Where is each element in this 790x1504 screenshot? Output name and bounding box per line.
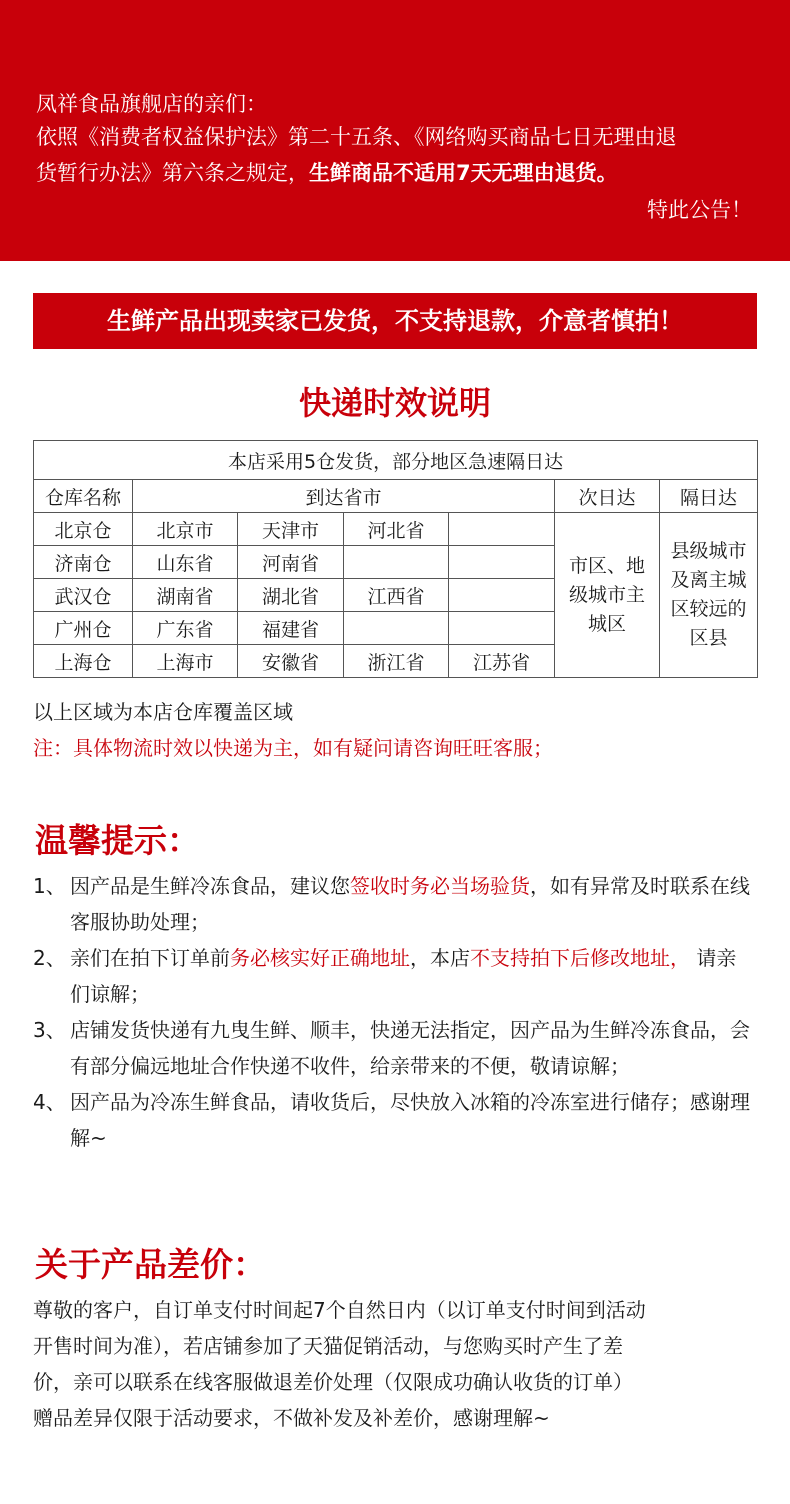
- notice-banner: [0, 0, 790, 261]
- next-day-line: 级城市主: [568, 583, 645, 606]
- warehouse-cell: 北京仓: [34, 513, 133, 546]
- area-cell: 江西省: [344, 579, 449, 612]
- area-cell: 山东省: [133, 546, 238, 579]
- tip-number: 3、: [33, 1018, 66, 1042]
- tip-text: [70, 1084, 753, 1156]
- notice-law-text-cont: [36, 158, 618, 188]
- tip-text-part: 店铺发货快递有九曳生鲜、顺丰，快递无法指定，因产品为生鲜冷冻食品，会有部分偏远地址合作快递不收件，给亲带来的不便，敬请谅解；: [70, 1018, 750, 1078]
- list-item: [33, 1084, 753, 1156]
- header-warehouse: 仓库名称: [34, 480, 133, 513]
- second-day-line: 县级城市: [670, 540, 747, 562]
- area-cell: [344, 546, 449, 579]
- area-cell: 浙江省: [344, 645, 449, 678]
- second-day-line: 区较远的: [670, 598, 747, 620]
- price-diff-line: 尊敬的客户，自订单支付时间起7个自然日内（以订单支付时间到活动: [33, 1298, 646, 1322]
- area-cell: 上海市: [133, 645, 238, 678]
- price-diff-line: 价，亲可以联系在线客服做退差价处理（仅限成功确认收货的订单）: [33, 1370, 633, 1394]
- list-item: [33, 940, 753, 1012]
- no-refund-warning-bar: 生鲜产品出现卖家已发货，不支持退款，介意者慎拍！: [33, 293, 757, 349]
- price-diff-body: [33, 1292, 758, 1436]
- tip-highlight: 不支持拍下后修改地址，: [470, 946, 690, 970]
- tip-text: [70, 940, 753, 1012]
- warehouse-cell: 广州仓: [34, 612, 133, 645]
- tips-list: [33, 868, 753, 1156]
- tip-highlight: 务必核实好正确地址: [230, 946, 410, 970]
- shipping-table: [33, 440, 758, 678]
- list-item: [33, 1012, 753, 1084]
- area-cell: 北京市: [133, 513, 238, 546]
- logistics-note: 注：具体物流时效以快递为主，如有疑问请咨询旺旺客服；: [33, 736, 553, 760]
- tip-highlight: 签收时务必当场验货: [350, 874, 530, 898]
- coverage-note: 以上区域为本店仓库覆盖区域: [33, 700, 293, 724]
- tips-heading: 温馨提示：: [35, 821, 200, 860]
- area-cell: [344, 612, 449, 645]
- notice-no-return-policy: 生鲜商品不适用7天无理由退货。: [309, 161, 618, 185]
- notice-signoff: 特此公告！: [647, 198, 752, 222]
- area-cell: 天津市: [238, 513, 344, 546]
- notice-greeting: 凤祥食品旗舰店的亲们：: [36, 92, 267, 116]
- area-cell: [449, 513, 555, 546]
- header-next-day: 次日达: [555, 480, 660, 513]
- tip-text-part: 请亲们谅解；: [70, 946, 737, 1006]
- area-cell: 湖北省: [238, 579, 344, 612]
- area-cell: [449, 546, 555, 579]
- tip-text-part: 因产品为冷冻生鲜食品，请收货后，尽快放入冰箱的冷冻室进行储存；感谢理解~: [70, 1090, 750, 1150]
- area-cell: 安徽省: [238, 645, 344, 678]
- second-day-areas: [660, 513, 758, 678]
- table-caption-row: [34, 441, 758, 480]
- table-caption: 本店采用5仓发货，部分地区急速隔日达: [34, 441, 758, 480]
- area-cell: 江苏省: [449, 645, 555, 678]
- header-provinces: 到达省市: [133, 480, 555, 513]
- area-cell: 河南省: [238, 546, 344, 579]
- table-row: [34, 513, 758, 546]
- shipping-title: 快递时效说明: [298, 384, 491, 422]
- list-item: [33, 868, 753, 940]
- tip-text: [70, 868, 753, 940]
- area-cell: [449, 612, 555, 645]
- tip-text: [70, 1012, 753, 1084]
- tip-number: 1、: [33, 874, 66, 898]
- area-cell: [449, 579, 555, 612]
- warehouse-cell: 济南仓: [34, 546, 133, 579]
- price-diff-line: 开售时间为准），若店铺参加了天猫促销活动，与您购买时产生了差: [33, 1334, 623, 1358]
- area-cell: 河北省: [344, 513, 449, 546]
- tip-text-part: ，本店: [410, 946, 470, 970]
- warehouse-cell: 上海仓: [34, 645, 133, 678]
- tip-text-part: 亲们在拍下订单前: [70, 946, 230, 970]
- header-second-day: 隔日达: [660, 480, 758, 513]
- next-day-line: 城区: [587, 612, 626, 635]
- notice-law-text: 依照《消费者权益保护法》第二十五条、《网络购买商品七日无理由退: [36, 125, 677, 149]
- table-header-row: [34, 480, 758, 513]
- next-day-areas: [555, 513, 660, 678]
- next-day-line: 市区、地: [568, 554, 645, 577]
- area-cell: 湖南省: [133, 579, 238, 612]
- area-cell: 广东省: [133, 612, 238, 645]
- warehouse-cell: 武汉仓: [34, 579, 133, 612]
- second-day-line: 区县: [689, 627, 728, 649]
- price-diff-line: 赠品差异仅限于活动要求，不做补发及补差价，感谢理解~: [33, 1406, 550, 1430]
- tip-number: 2、: [33, 946, 66, 970]
- second-day-line: 及离主城: [670, 569, 747, 591]
- tip-number: 4、: [33, 1090, 66, 1114]
- area-cell: 福建省: [238, 612, 344, 645]
- notice-law-plain: 货暂行办法》第六条之规定，: [36, 161, 309, 185]
- tip-text-part: ，如有异常及时联系在线客服协助处理；: [70, 874, 750, 934]
- tip-text-part: 因产品是生鲜冷冻食品，建议您: [70, 874, 350, 898]
- price-diff-heading: 关于产品差价：: [35, 1245, 266, 1284]
